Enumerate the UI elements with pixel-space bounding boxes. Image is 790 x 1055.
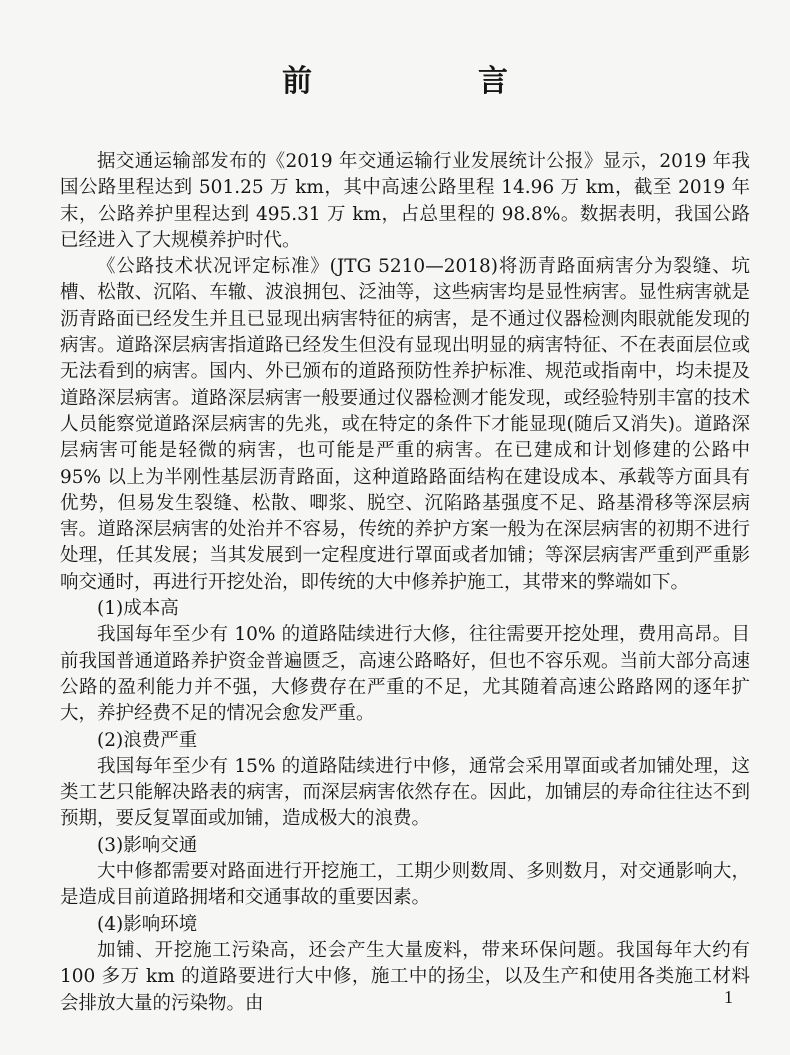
- page-title: 前 言: [282, 64, 576, 99]
- section-text-traffic: 大中修都需要对路面进行开挖施工，工期少则数周、多则数月，对交通影响大，是造成目前道路拥堵和交通事故的重要因素。: [60, 861, 750, 909]
- intro-paragraph-2: 《公路技术状况评定标准》(JTG 5210—2018)将沥青路面病害分为裂缝、坑槽、松散、沉陷、车辙、波浪拥包、泛油等，这些病害均是显性病害。显性病害就是沥青路面已经发生并且已显现出病害特征的病害，是不通过仪器检测肉眼就能发现的病害。道路深层病害指道路已经发生但没有显现出明显的病害特征、不在表面层位或无法看到的病害。国内、外已颁布的道路预防性养护标准、规范或指南中，均未提及道路深层病害。道路深层病害一般要通过仪器检测才能发现，或经验特别丰富的技术人员能察觉道路深层病害的先兆，或在特定的条件下才能显现(随后又消失)。道路深层病害可能是轻微的病害，也可能是严重的病害。在已建成和计划修建的公路中 95% 以上为半刚性基层沥青路面，这种道路路面结构在建设成本、承载等方面具有优势，但易发生裂缝、松散、唧浆、脱空、沉陷路基强度不足、路基滑移等深层病害。道路深层病害的处治并不容易，传统的养护方案一般为在深层病害的初期不进行处理，任其发展；当其发展到一定程度进行罩面或者加铺；等深层病害严重到严重影响交通时，再进行开挖处治，即传统的大中修养护施工，其带来的弊端如下。: [60, 256, 750, 593]
- intro-paragraph-1: 据交通运输部发布的《2019 年交通运输行业发展统计公报》显示，2019 年我国公路里程达到 501.25 万 km，其中高速公路里程 14.96 万 km，截至 2019 年末，公路养护里程达到 495.31 万 km，占总里程的 98.8%。数据表明，我国公路已经进入了大规模养护时代。: [60, 151, 750, 251]
- page-number: 1: [724, 987, 733, 1007]
- body-text: [60, 149, 750, 1017]
- section-heading-waste: (2)浪费严重: [97, 729, 198, 751]
- section-heading-cost: (1)成本高: [97, 598, 179, 620]
- section-text-environment: 加铺、开挖施工污染高，还会产生大量废料，带来环保问题。我国每年大约有 100 多万 km 的道路要进行大中修，施工中的扬尘，以及生产和使用各类施工材料会排放大量的污染物。由: [60, 939, 750, 1014]
- section-heading-environment: (4)影响环境: [97, 913, 198, 935]
- section-heading-traffic: (3)影响交通: [97, 834, 198, 856]
- section-text-cost: 我国每年至少有 10% 的道路陆续进行大修，往往需要开挖处理，费用高昂。目前我国普通道路养护资金普遍匮乏，高速公路略好，但也不容乐观。当前大部分高速公路的盈利能力并不强，大修费存在严重的不足，尤其随着高速公路路网的逐年扩大，养护经费不足的情况会愈发严重。: [60, 624, 750, 725]
- section-text-waste: 我国每年至少有 15% 的道路陆续进行中修，通常会采用罩面或者加铺处理，这类工艺只能解决路表的病害，而深层病害依然存在。因此，加铺层的寿命往往达不到预期，要反复罩面或加铺，造成极大的浪费。: [60, 755, 750, 830]
